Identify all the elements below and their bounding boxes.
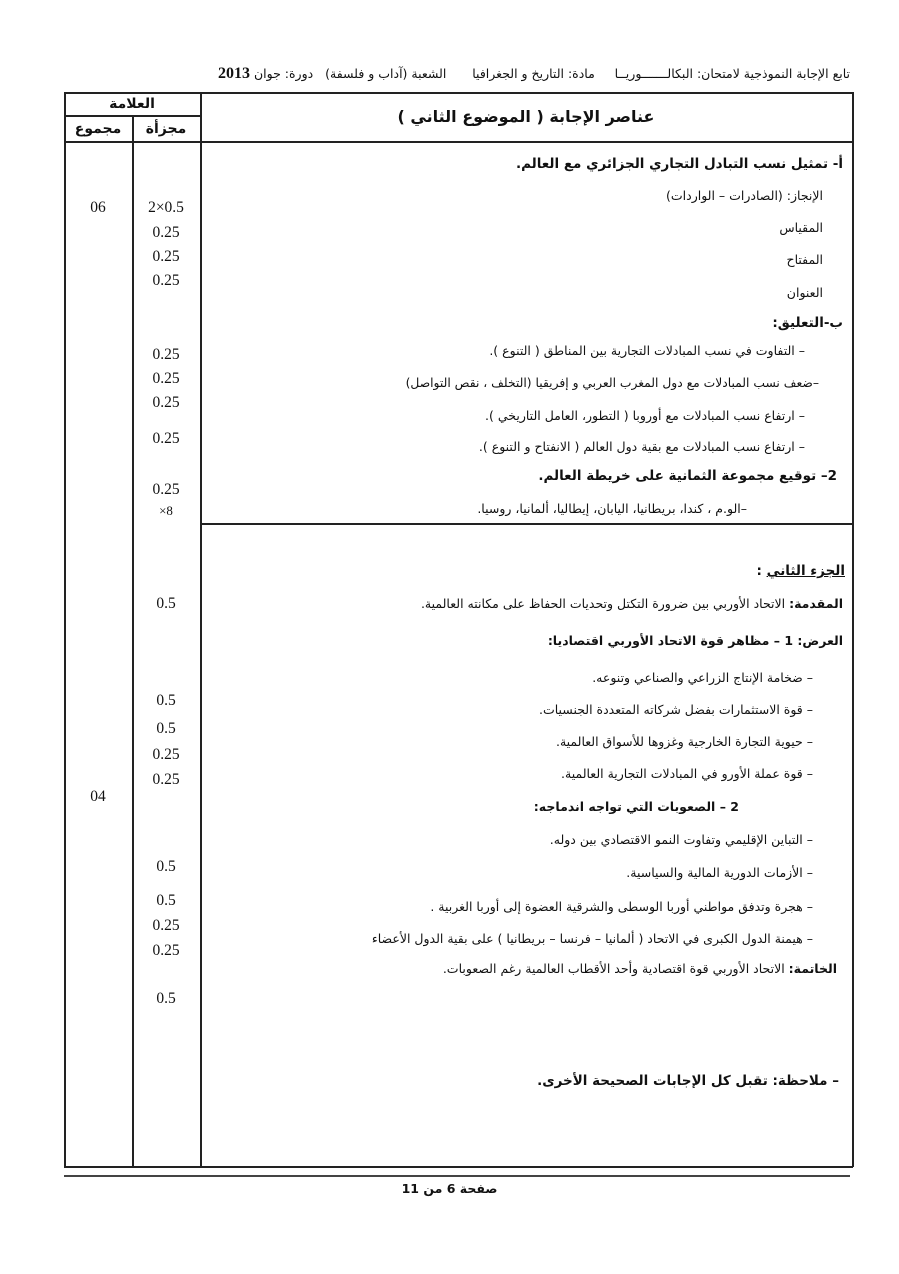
answer-line: – هجرة وتدفق مواطني أوربا الوسطى والشرقية العضوة إلى أوربا الغربية .	[430, 899, 813, 914]
mark: ×8	[159, 503, 173, 518]
body-line	[548, 630, 843, 652]
intro-text: الاتحاد الأوربي بين ضرورة التكتل وتحديات الحفاظ على مكانته العالمية.	[420, 596, 790, 611]
mark: 0.25	[152, 746, 180, 763]
answer-line: المقياس	[779, 220, 823, 235]
mark: 0.5	[156, 692, 176, 709]
answer-line: المفتاح	[786, 252, 823, 267]
answer-line: – قوة عملة الأورو في المبادلات التجارية العالمية.	[561, 766, 813, 781]
mark: 0.25	[152, 394, 180, 411]
section2-total: 04	[90, 788, 106, 805]
mark: 0.25	[152, 224, 180, 241]
intro-label: المقدمة:	[789, 596, 843, 611]
mark: 0.5	[156, 720, 176, 737]
page-number: صفحة 6 من 11	[401, 1181, 498, 1196]
conclusion-line	[443, 958, 837, 980]
mark: 0.25	[152, 917, 180, 934]
header-prefix: تابع الإجابة النموذجية لامتحان: البكالـــــــوريــا	[614, 66, 850, 81]
mark: 0.25	[152, 771, 180, 788]
part-two-label: الجزء الثاني	[766, 563, 845, 579]
answer-line: – ارتفاع نسب المبادلات مع أوروبا ( التطور، العامل التاريخي ).	[485, 408, 805, 423]
mark: 0.25	[152, 370, 180, 387]
body-subtitle-2: 2 – الصعوبات التي تواجه اندماجه:	[533, 799, 739, 814]
answer-line: –ضعف نسب المبادلات مع دول المغرب العربي و إفريقيا (التخلف ، نقص التواصل)	[405, 376, 819, 390]
footer-divider	[64, 1175, 850, 1177]
conclusion-label: الخاتمة:	[788, 961, 837, 976]
answer-line: – قوة الاستثمارات بفضل شركاته المتعددة الجنسيات.	[538, 702, 813, 717]
mark: 0.5	[156, 858, 176, 875]
part-two-title	[756, 560, 845, 582]
elements-header: عناصر الإجابة ( الموضوع الثاني )	[397, 107, 655, 126]
mark: 2×0.5	[148, 199, 184, 216]
answer-line: – التفاوت في نسب المبادلات التجارية بين المناطق ( التنوع ).	[489, 343, 805, 358]
answer-line: – حيوية التجارة الخارجية وغزوها للأسواق العالمية.	[555, 734, 813, 749]
document-header	[60, 61, 850, 87]
mark: 0.5	[156, 595, 176, 612]
answer-line: – هيمنة الدول الكبرى في الاتحاد ( ألمانيا – فرنسا – بريطانيا ) على بقية الدول الأعضاء	[371, 931, 813, 946]
total-header: مجموع	[74, 121, 122, 137]
mark: 0.5	[156, 892, 176, 909]
section1-total: 06	[90, 199, 106, 216]
header-stream: الشعبة (آداب و فلسفة)	[325, 66, 447, 81]
body-subtitle-1: 1 – مظاهر قوة الاتحاد الأوربي اقتصاديا:	[547, 633, 798, 648]
answer-line: – ضخامة الإنتاج الزراعي والصناعي وتنوعه.	[592, 670, 813, 685]
header-year: 2013	[218, 65, 250, 82]
body-label: العرض:	[797, 633, 843, 648]
mark: 0.25	[152, 346, 180, 363]
note-line: – ملاحظة: تقبل كل الإجابات الصحيحة الأخرى.	[537, 1073, 839, 1089]
answer-line: – التباين الإقليمي وتفاوت النمو الاقتصادي بين دوله.	[549, 832, 813, 847]
header-subject: مادة: التاريخ و الجغرافيا	[472, 66, 595, 81]
item-a-title: أ- تمثيل نسب التبادل التجاري الجزائري مع العالم.	[515, 156, 843, 172]
part-two-colon: :	[756, 563, 767, 579]
intro-line	[421, 593, 843, 615]
mark: 0.25	[152, 481, 180, 498]
header-session: دورة: جوان	[253, 66, 314, 81]
answer-line: – ارتفاع نسب المبادلات مع بقية دول العالم ( الانفتاح و التنوع ).	[478, 439, 805, 454]
item-b-title: ب-التعليق:	[772, 315, 843, 331]
conclusion-text: الاتحاد الأوربي قوة اقتصادية وأحد الأقطاب العالمية رغم الصعوبات.	[442, 961, 789, 976]
partial-header: مجزأة	[145, 121, 187, 137]
answer-line: الإنجاز: (الصادرات – الواردات)	[666, 188, 823, 203]
answer-line: – الأزمات الدورية المالية والسياسية.	[626, 865, 813, 880]
mark: 0.25	[152, 942, 180, 959]
answer-line: –الو.م ، كندا، بريطانيا، اليابان، إيطاليا، ألمانيا، روسيا.	[477, 501, 747, 516]
answer-line: العنوان	[786, 285, 823, 300]
mark: 0.5	[156, 990, 176, 1007]
mark: 0.25	[152, 430, 180, 447]
item-2-title: 2– توقيع مجموعة الثمانية على خريطة العالم.	[538, 468, 837, 484]
mark: 0.25	[152, 248, 180, 265]
mark: 0.25	[152, 272, 180, 289]
grade-header: العلامة	[109, 96, 155, 112]
